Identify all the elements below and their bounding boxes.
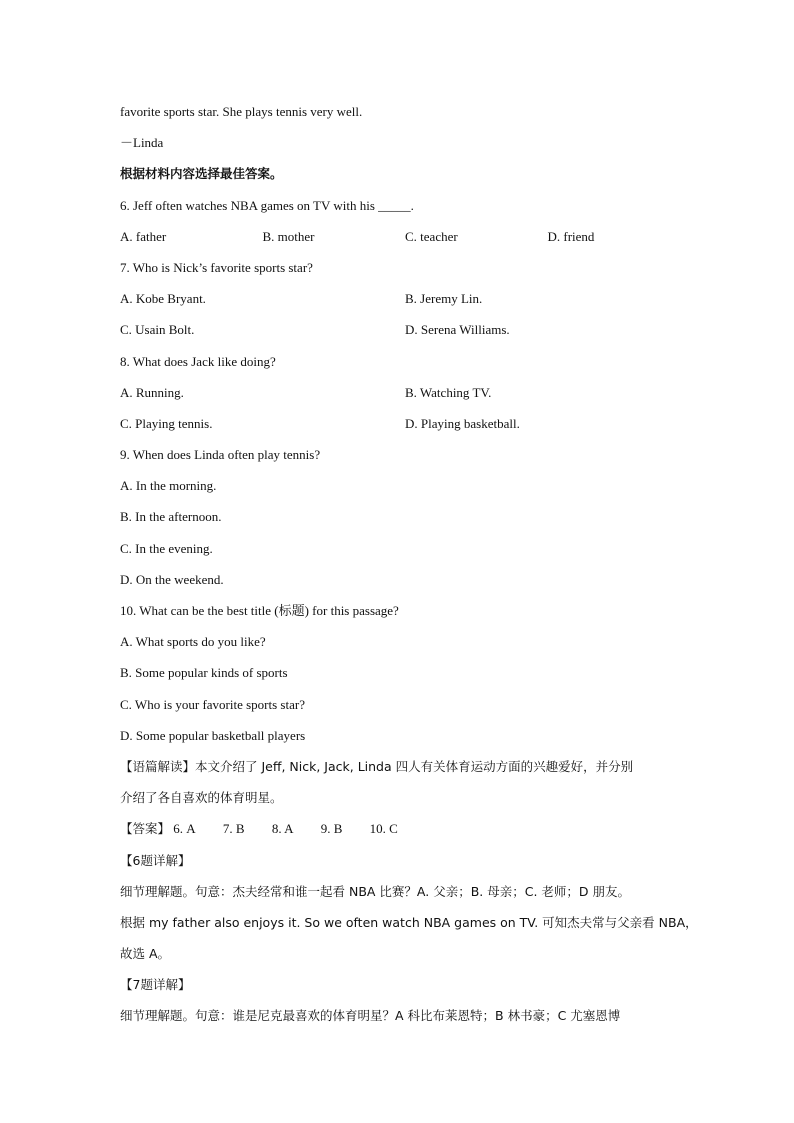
detail-6-line-2: 根据 my father also enjoys it. So we often watch NBA games on TV. 可知杰夫常与父亲看 NBA，: [120, 914, 698, 930]
option-9d: D. On the weekend.: [120, 571, 224, 587]
option-8a: A. Running.: [120, 384, 184, 400]
question-6: 6. Jeff often watches NBA games on TV with his _____.: [120, 197, 414, 213]
option-10d: D. Some popular basketball players: [120, 727, 306, 743]
option-8c: C. Playing tennis.: [120, 415, 213, 431]
question-9: 9. When does Linda often play tennis?: [120, 447, 321, 463]
detail-6-line-3: 故选 A。: [120, 946, 171, 962]
option-7b: B. Jeremy Lin.: [405, 291, 483, 307]
detail-7-line-1: 细节理解题。句意：谁是尼克最喜欢的体育明星？A 科比布莱恩特；B 林书豪；C 尤塞恩博: [120, 1008, 621, 1024]
question-6-options: [120, 225, 690, 256]
question-10: 10. What can be the best title (标题) for this passage?: [120, 603, 399, 618]
option-9c: C. In the evening.: [120, 540, 213, 556]
section-instruction: 根据材料内容选择最佳答案。: [120, 166, 283, 182]
answer-7: 7. B: [222, 821, 245, 837]
option-9a: A. In the morning.: [120, 478, 217, 494]
option-7a: A. Kobe Bryant.: [120, 291, 206, 307]
question-8: 8. What does Jack like doing?: [120, 353, 276, 369]
passage-end-line: favorite sports star. She plays tennis very well.: [120, 104, 363, 119]
option-10a: A. What sports do you like?: [120, 634, 266, 650]
answer-8: 8. A: [271, 821, 294, 837]
answer-10: 10. C: [369, 821, 398, 837]
detail-7-title: 【7题详解】: [120, 977, 191, 993]
analysis-line-1: 【语篇解读】本文介绍了 Jeff, Nick, Jack, Linda 四人有关体育运动方面的兴趣爱好，并分别: [120, 758, 634, 774]
detail-6-title: 【6题详解】: [120, 852, 191, 868]
answer-6: 6. A: [173, 821, 196, 837]
option-10c: C. Who is your favorite sports star?: [120, 696, 305, 712]
option-6a: A. father: [120, 228, 167, 244]
option-7c: C. Usain Bolt.: [120, 322, 195, 338]
option-7d: D. Serena Williams.: [405, 322, 510, 338]
option-6c: C. teacher: [405, 228, 458, 244]
question-7: 7. Who is Nick’s favorite sports star?: [120, 259, 313, 275]
question-8-options-row1: [120, 381, 690, 412]
detail-6-line-1: 细节理解题。句意：杰夫经常和谁一起看 NBA 比赛？A. 父亲；B. 母亲；C. 老师；D 朋友。: [120, 883, 630, 899]
question-7-options-row2: [120, 318, 690, 349]
option-10b: B. Some popular kinds of sports: [120, 665, 288, 681]
option-8d: D. Playing basketball.: [405, 415, 520, 431]
option-8b: B. Watching TV.: [405, 384, 492, 400]
question-7-options-row1: [120, 287, 690, 318]
option-9b: B. In the afternoon.: [120, 509, 222, 525]
document-page: [120, 100, 698, 1036]
passage-signature: －Linda: [120, 135, 164, 151]
answer-label: 【答案】: [120, 821, 171, 837]
option-6d: D. friend: [547, 228, 595, 244]
question-8-options-row2: [120, 412, 690, 443]
analysis-line-2: 介绍了各自喜欢的体育明星。: [120, 790, 283, 806]
answer-key: [120, 817, 690, 848]
option-6b: B. mother: [262, 228, 315, 244]
answer-9: 9. B: [320, 821, 343, 837]
